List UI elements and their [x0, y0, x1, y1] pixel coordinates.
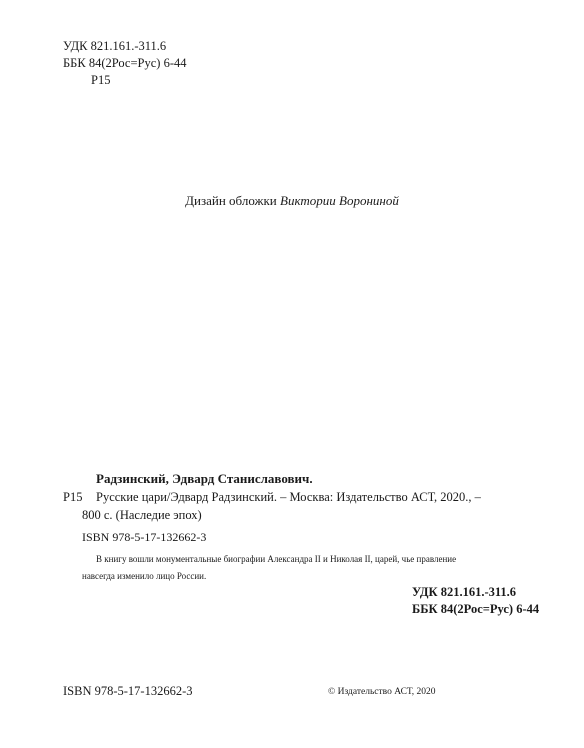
- catalog-udk-code: УДК 821.161.-311.6: [412, 585, 517, 599]
- book-abstract: [82, 551, 536, 585]
- cover-design-credit: [0, 193, 584, 209]
- catalog-classification-codes: [412, 584, 539, 618]
- cover-designer-name: Виктории Ворониной: [280, 193, 399, 208]
- abstract-line-2: навсегда изменило лицо России.: [82, 571, 207, 581]
- catalog-bbk-code: ББК 84(2Рос=Рус) 6-44: [412, 602, 540, 616]
- copyright-notice: © Издательство АСТ, 2020: [328, 687, 436, 697]
- bibliographic-description-line-1: Русские цари/Эдвард Радзинский. – Москва: Издательство АСТ, 2020., –: [96, 490, 481, 504]
- catalog-author: Радзинский, Эдвард Станиславович.: [96, 471, 313, 486]
- footer-isbn: ISBN 978-5-17-132662-3: [63, 684, 193, 698]
- author-mark: Р15: [91, 73, 111, 87]
- bibliographic-description-line-2: 800 с. (Наследие эпох): [82, 508, 202, 522]
- catalog-author-mark: Р15: [63, 490, 83, 504]
- top-classification-codes: [63, 38, 186, 89]
- catalog-isbn: ISBN 978-5-17-132662-3: [82, 530, 207, 544]
- cover-credit-prefix: Дизайн обложки: [185, 193, 281, 208]
- udk-code: УДК 821.161.-311.6: [63, 39, 167, 53]
- bbk-code: ББК 84(2Рос=Рус) 6-44: [63, 56, 187, 70]
- abstract-line-1: В книгу вошли монументальные биографии Александра II и Николая II, царей, чье правление: [96, 554, 457, 564]
